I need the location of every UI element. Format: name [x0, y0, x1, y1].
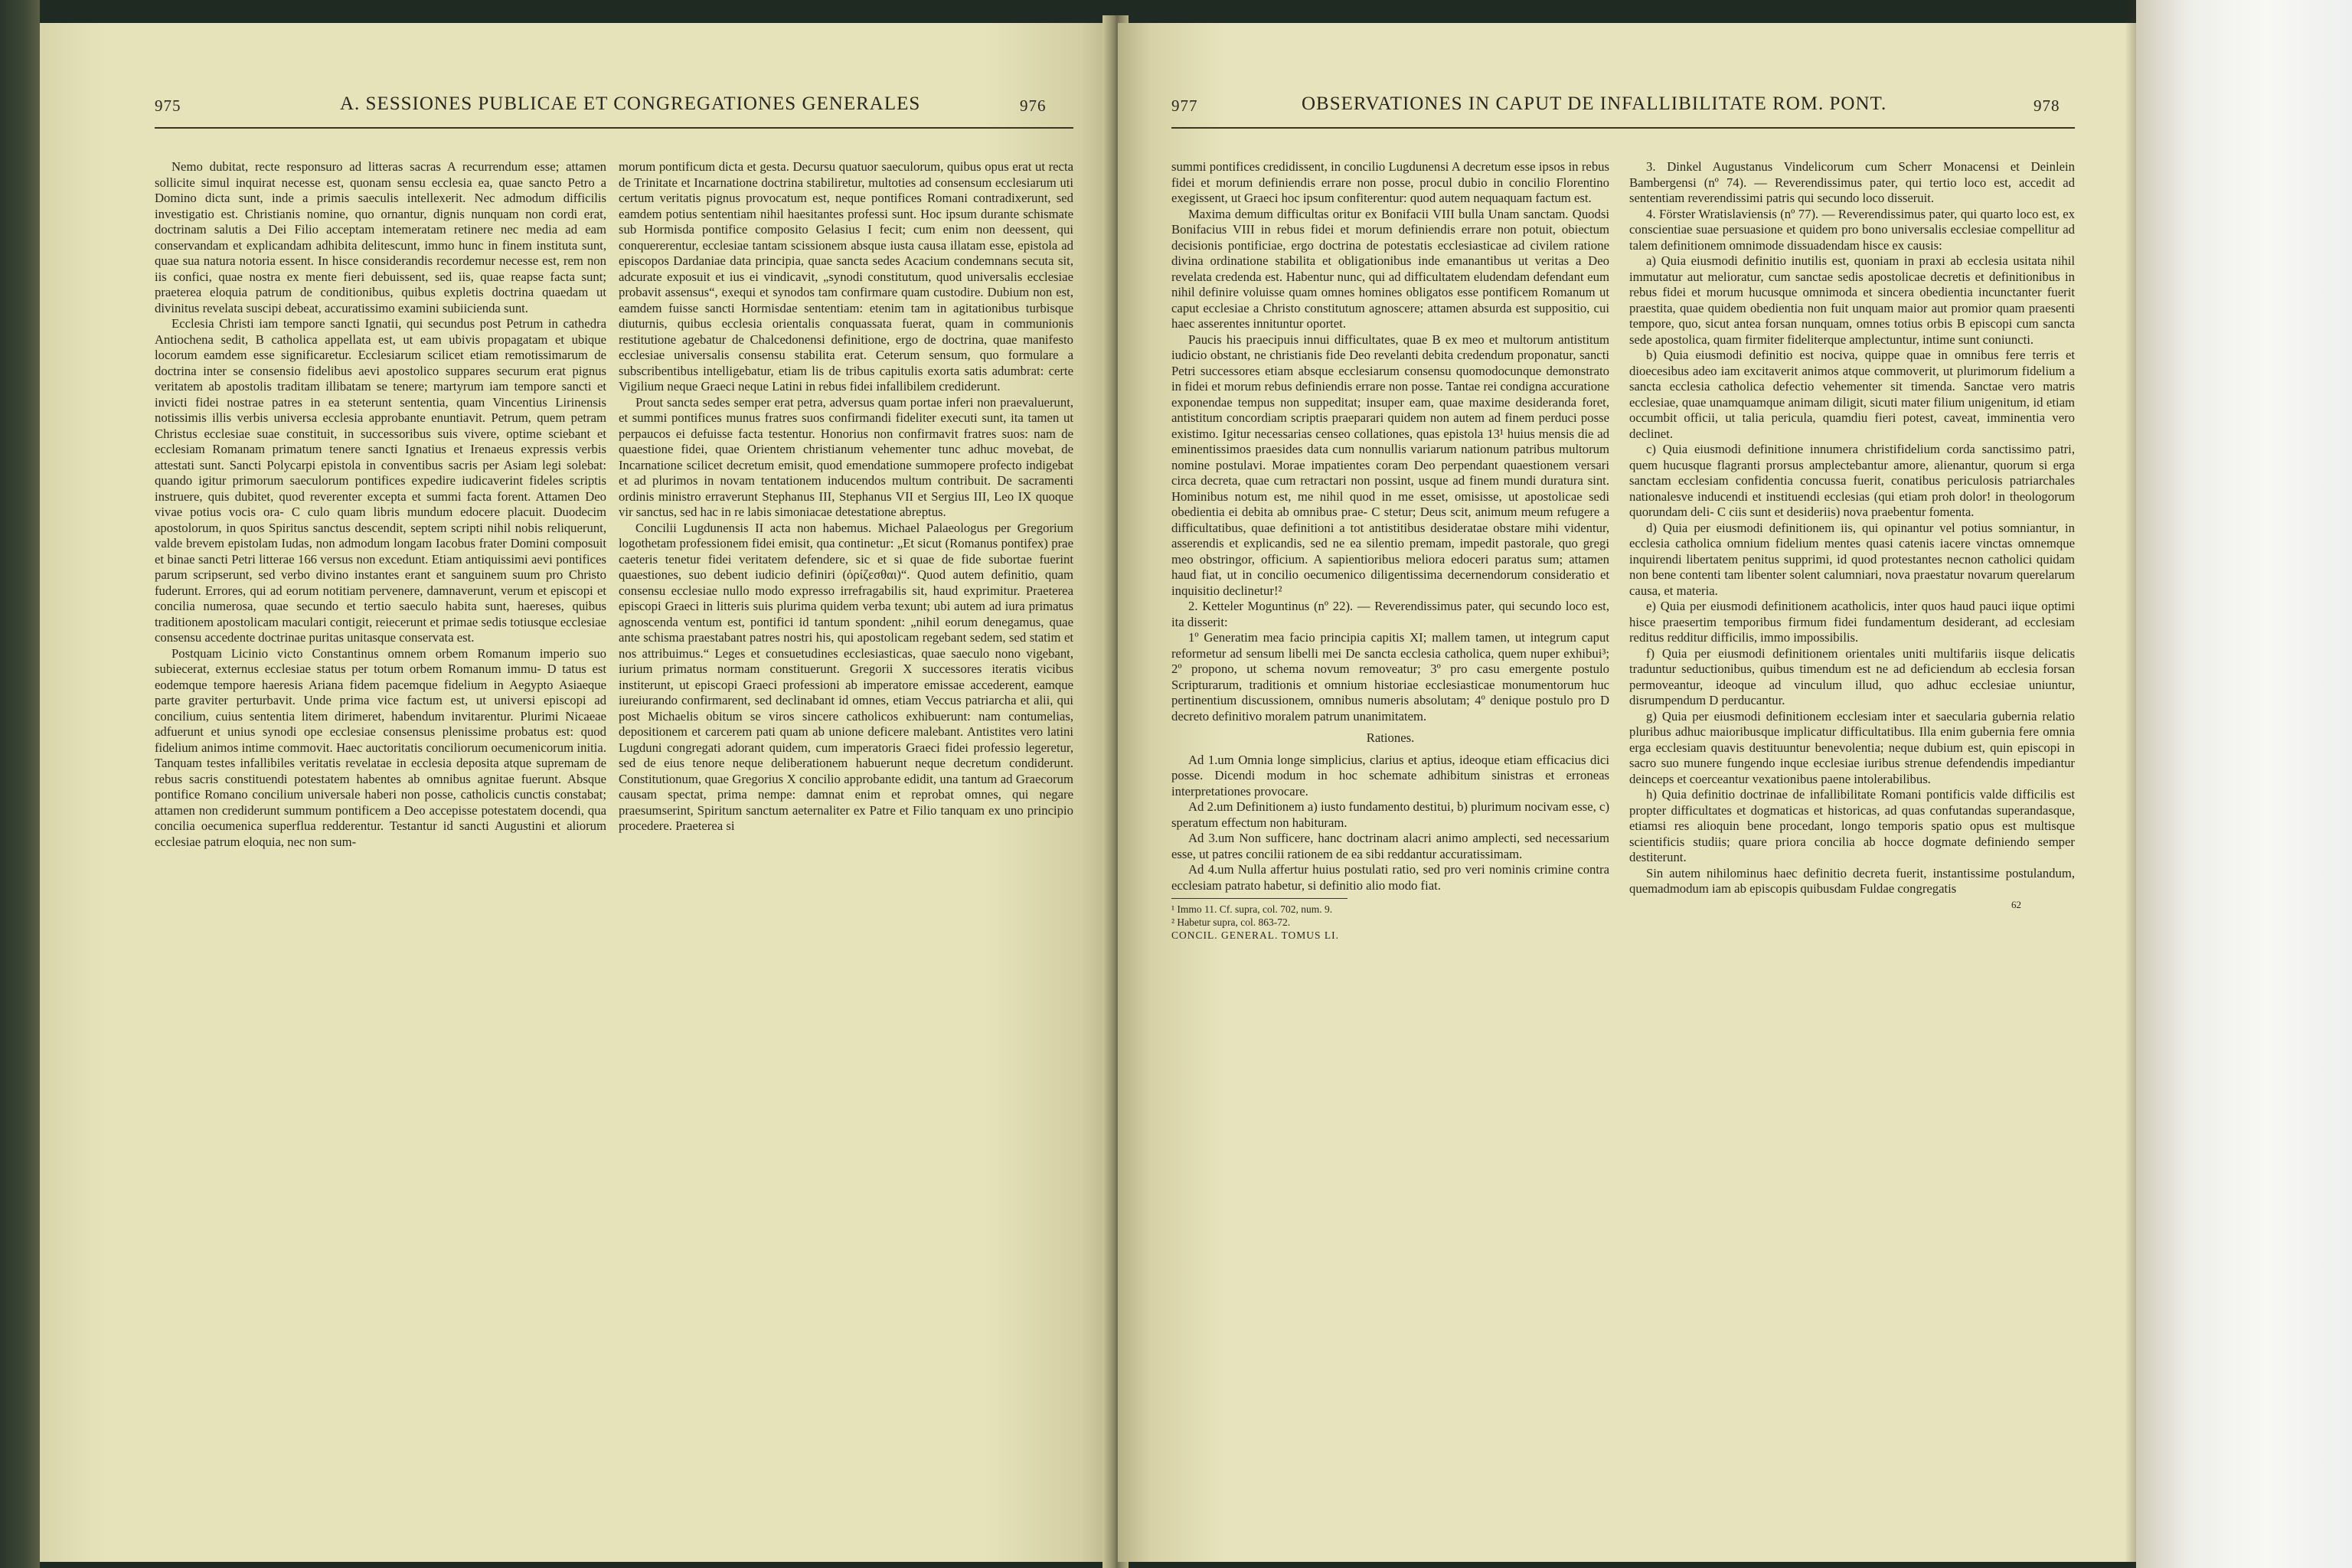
right-page-header — [1118, 93, 2196, 124]
footnote: ¹ Immo 11. Cf. supra, col. 702, num. 9. — [1171, 903, 1333, 915]
paragraph: a) Quia eiusmodi definitio inutilis est, quoniam in praxi ab ecclesia usitata nihil immutatur aut melioratur, cum sanctae sedis apostolicae decretis et definitionibus in rebus fidei et morum hucusque omnimoda et sincera obedientia incunctanter fuerit praestita, quae quidem obedientia non fuit unquam maior aut promior quam praesenti tempore, quo, sicut antea forsan nunquam, omnes totius orbis B episcopi cum sancta sede apostolica, quam firmiter fideliterque amplectuntur, intime sunt coniuncti. — [1629, 253, 2075, 347]
rationes-heading: Rationes. — [1366, 730, 1415, 745]
sheet-number: 62 — [2011, 898, 2021, 910]
column-975 — [155, 159, 606, 850]
paragraph: Ad 2.um Definitionem a) iusto fundamento destitui, b) plurimum nocivam esse, c) speratum effectum non habituram. — [1171, 799, 1609, 830]
footnote: ² Habetur supra, col. 863-72. — [1171, 916, 1291, 928]
paragraph: 4. Förster Wratislaviensis (nº 77). — Reverendissimus pater, qui quarto loco est, ex conscientiae suae persuasione et quidem pro bono universalis ecclesiae compellitur ad talem definitionem omnimode dissuadendam hisce ex causis: — [1629, 206, 2075, 253]
book-edge — [0, 0, 40, 1568]
header-rule — [1171, 127, 2075, 129]
signature-mark: CONCIL. GENERAL. TOMUS LI. — [1171, 929, 1340, 941]
paper-slip — [2136, 0, 2352, 1568]
paragraph: h) Quia definitio doctrinae de infallibilitate Romani pontificis valde difficilis est propter difficultates et dogmaticas et historicas, ad quas confutandas superandasque, etiamsi res alioquin bene procedant, longo temporis spatio opus est multisque scientificis studiis; quare priora concilia ab hocce dogmate definiendo semper destiterunt. — [1629, 787, 2075, 864]
paragraph: Ad 1.um Omnia longe simplicius, clarius et aptius, ideoque etiam efficacius dici posse. Dicendi modum in hoc schemate adhibitum sinistras et erroneas interpretationes provocare. — [1171, 752, 1609, 799]
paragraph: Sin autem nihilominus haec definitio decreta fuerit, instantissime postulandum, quemadmodum iam ab episcopis quibusdam Fuldae congregatis — [1629, 865, 2075, 896]
paragraph: c) Quia eiusmodi definitione innumera christifidelium corda sanctissimo patri, quem hucusque flagranti prorsus amplectebantur amore, alienantur, quorum si erga sanctam ecclesiam confidentia concussa fuerit, conatibus periculosis patriarchales nationalesve inducendi et instituendi ecclesias (qui etiam proh dolor! in theologorum quorundam deli- C ciis sunt et desideriis) nova praebentur fomenta. — [1629, 442, 2075, 519]
paragraph: d) Quia per eiusmodi definitionem iis, qui opinantur vel potius somniantur, in ecclesia catholica omnium fidelium mentes quasi catenis iacere vinctas omnemque inquirendi libertatem penitus supprimi, id quod protestantes necnon catholici quidam non bene contenti tam libenter solent calumniari, nova praestatur novarum querelarum causa, et materia. — [1629, 520, 2075, 598]
paragraph: Maxima demum difficultas oritur ex Bonifacii VIII bulla Unam sanctam. Quodsi Bonifacius VIII in rebus fidei et morum definiendis errare non potuit, obiectum decisionis pontificiae, ergo doctrina de potestatis ecclesiasticae ad civilem ratione divina ordinatione stabilita et obligationibus inde emanantibus ut veritas a Deo revelata credenda est. Habentur nunc, qui ad difficultatem eludendam defendant eum nihil definire voluisse quam omnes homines obligatos esse pontificem Romanum ut caput ecclesiae a Christo constitutum agnoscere; attamen absurda est suppositio, cui haec asserentes innituntur oportet. — [1171, 206, 1609, 331]
paragraph: b) Quia eiusmodi definitio est nociva, quippe quae in omnibus fere terris et dioecesibus adeo iam excitaverit animos atque commoverit, ut plurimorum fidelium a sancta ecclesia catholica defectio vehementer sit timenda. Sanctae vero matris ecclesiae, quae unamquamque animam diligit, sicuti mater filium unigenitum, id etiam occumbit officii, ut talia pericula, quamdiu fieri potest, caveat, imminentia vero declinet. — [1629, 348, 2075, 441]
paragraph: g) Quia per eiusmodi definitionem ecclesiam inter et saecularia gubernia relatio pluribus adhuc maioribusque implicatur difficultatibus. Illa enim gubernia fere omnia erga ecclesiam quavis destituuntur benevolentia; neque dubium est, quin episcopi in sacro suo munere fungendo inque ecclesiae iuribus strenue defendendis impediantur deinceps et coerceantur vexationibus paene intolerabilibus. — [1629, 708, 2075, 786]
paragraph: Nemo dubitat, recte responsuro ad litteras sacras A recurrendum esse; attamen sollicite simul inquirat necesse est, quonam sensu ecclesia ea, quae sancto Petro a Domino dicta sunt, inde a primis saeculis intellexerit. Nec admodum difficilis investigatio est. Christianis nomine, quo ornantur, dignis nunquam non cordi erat, doctrinam salutis a Dei Filio acceptam intemeratam retinere nec media ad eam conservandam et explicandam adhibita delitescunt, immo hunc in finem instituta sunt, quae sua natura notoria essent. In hisce considerandis recordemur necesse est, rem non iis confici, quae nostra ex mente fieri debuissent, sed iis, quae reapse facta sunt; praeterea eloquia patrum de conditionibus, quibus expletis doctrina quaedam ut divinitus revelata suscipi debeat, accuratissimo examini subiicienda sunt. — [155, 159, 606, 315]
right-column-number: 977 — [1171, 96, 1198, 115]
right-running-title: OBSERVATIONES IN CAPUT DE INFALLIBILITATE ROM. PONT. — [1302, 93, 1887, 114]
paragraph: f) Quia per eiusmodi definitionem orientales uniti multifariis iisque delicatis traduntur seductionibus, quibus timendum est ne ad deficiendum ab ecclesia forsan permoveantur, ideoque ad vinculum illud, quo adhuc ecclesiae uniuntur, disrumpendum D perducantur. — [1629, 645, 2075, 707]
left-running-title: A. SESSIONES PUBLICAE ET CONGREGATIONES GENERALES — [340, 93, 921, 114]
footnotes — [1171, 898, 1609, 942]
column-978 — [1629, 159, 2075, 913]
header-rule — [155, 127, 1073, 129]
column-977 — [1171, 159, 1609, 942]
right-page — [1118, 23, 2196, 1562]
paragraph: Concilii Lugdunensis II acta non habemus. Michael Palaeologus per Gregorium logothetam professionem fidei emisit, qua continetur: „Et sicut (Romanus pontifex) prae caeteris tenetur fidei veritatem defendere, sic et si quae de fide subortae fuerint quaestiones, suo debent iudicio definiri (ὁρίζεσθαι)“. Quod autem definitio, quam consensu ecclesiae nullo modo expresso irrefragabilis sit, haud exprimitur. Praeterea episcopi Graeci in litteris suis plurima quidem verba texunt; ubi autem ad iura primatus agnoscenda ventum est, pontifici id tantum spondent: „nihil eorum denegamus, quae ante schisma praestabant patres nostri his, qui apostolicam regebant sedem, sed statim et nos attribuimus.“ Leges et consuetudines ecclesiasticas, quae saeculo nono vigebant, iurium primatus normam constituerunt. Gregorii X successores iteratis vicibus institerunt, ut episcopi Graeci professioni ab imperatore emissae accederent, eamque iureiurando confirmarent, sed declinabant id omnes, etiam Veccus patriarcha et alii, qui post Michaelis obitum se viros sincere catholicos exhibuerunt: nam contumelias, depositionem et carcerem pati quam ab unione deficere malebant. Antistites vero latini Lugduni congregati adorant quidem, cum imperatoris Graeci fidei professio legeretur, sed de eius tenore neque deliberationem habuerunt neque decretum condiderunt. Constitutionum, quae Gregorius X concilio approbante edidit, una tantum ad Graecorum causam spectat, prima nempe: damnat enim et reprobat omnes, qui negare praesumserint, Spiritum sanctum aeternaliter ex Patre et Filio tanquam ex uno principio procedere. Praeterea si — [619, 520, 1073, 833]
paragraph: Prout sancta sedes semper erat petra, adversus quam portae inferi non praevaluerunt, et summi pontifices munus fratres suos confirmandi fideliter executi sunt, ita tamen ut perpaucos ei defuisse facta testentur. Honorius non confirmavit fratres suos: nam de quaestione fidei, quae Orientem christianum vehementer tunc adhuc movebat, de Incarnatione scilicet decretum emisit, quod emendatione summopere profecto indigebat et ad plurimos in novam tentationem inducendos multum contribuit. De sacramenti ordinis ministro erraverunt Stephanus III, Stephanus VII et Sergius III, Leo IX quoque vir sanctus, sed hac in re labis simoniacae detestatione abreptus. — [619, 394, 1073, 519]
paragraph: Paucis his praecipuis innui difficultates, quae B ex meo et multorum antistitum iudicio obstant, ne christianis fide Deo revelanti debita credendum proponatur, sancti Petri successores etiam absque ecclesiarum consensu quomodocunque demonstrato in fidei et morum rebus definiendis errare non posse. Tantae rei condigna accuratione exponendae tempus non suppeditat; insuper eam, quae maxime desideranda foret, antistitum concordiam scriptis praeparari quidem non autem ad finem perduci posse existimo. Igitur necessarias censeo collationes, quas epistola 13¹ huius mensis die ad eminentissimos praesides data cum nonnullis variarum nationum patribus multorum nomine postulavi. Morae impatientes coram Deo perpendant quaestionem versari circa decreta, quae cum retractari non possint, usque ad finem mundi duratura sint. Hominibus notum est, me nihil quod in me esset, omisisse, ut apostolicae sedi obedientia ei debita ab omnibus prae- C stetur; Deus scit, animum meum refugere a difficultatibus, quae definitioni a tot antistitibus desideratae obstare mihi videntur, asserendis et explicandis, sed ne ea silentio premam, impedit pastorale, quo gregi meo obstringor, officium. A sapientioribus meliora edoceri paratus sum; attamen haud fiat, ut in concilio oecumenico diligentissima decernendorum consideratio et inquisitio declinetur!² — [1171, 332, 1609, 598]
paragraph: 2. Ketteler Moguntinus (nº 22). — Reverendissimus pater, qui secundo loco est, ita disserit: — [1171, 599, 1609, 629]
footnote-rule — [1171, 898, 1348, 899]
column-976 — [619, 159, 1073, 835]
paragraph: Postquam Licinio victo Constantinus omnem orbem Romanum imperio suo subiecerat, externus ecclesiae status per totum orbem Romanum immu- D tatus est eodemque tempore haeresis Ariana fidem pacemque fidelium in Aegypto Asiaeque parte graviter perturbavit. Unde prima vice factum est, ut universi episcopi ad concilium, cuius sententia litem dirimeret, habendum invitarentur. Plurimi Nicaeae adfuerunt et unius synodi ope ecclesiae consensus plenissime probatus est: quod fidelium animos intime commovit. Haec auctoritatis conciliorum oecumenicorum initia. Tanquam testes infallibiles veritatis revelatae in ecclesia deposita atque supremam de rebus sacris constituendi potestatem habentes ab omnibus agnitae fuerunt. Absque pontifice Romano concilium universale haberi non posse, catholicis cunctis constabat; attamen non crediderunt summum pontificem a Deo accepisse potestatem docendi, qua concilia oecumenica superflua redderentur. Testantur id sancti Augustini et aliorum ecclesiae patrum eloquia, nec non sum- — [155, 645, 606, 849]
left-page-header — [40, 93, 1113, 124]
right-column-number-2: 978 — [2034, 96, 2060, 115]
paragraph: e) Quia per eiusmodi definitionem acatholicis, inter quos haud pauci iique optimi hisce praesertim temporibus firmum fidei fundamentum desiderant, ad ecclesiam reditus redditur difficilis, immo impossibilis. — [1629, 599, 2075, 645]
paragraph: Ad 4.um Nulla affertur huius postulati ratio, sed pro veri nominis crimine contra ecclesiam patrato habetur, si definitio alio modo fiat. — [1171, 862, 1609, 893]
paragraph: Ad 3.um Non sufficere, hanc doctrinam alacri animo amplecti, sed necessarium esse, ut patres concilii rationem de ea sibi reddantur accuratissimam. — [1171, 831, 1609, 861]
paragraph: morum pontificum dicta et gesta. Decursu quatuor saeculorum, quibus opus erat ut recta de Trinitate et Incarnatione doctrina stabiliretur, multoties ad consensum ecclesiarum uti certum veritatis pignus provocatum est, neque pontifices Romani contradixerunt, sed eamdem potius sententiam nihil haesitantes professi sunt. Hoc ipsum durante schismate sub Hormisda pontifice composito Gelasius I fecit; cum enim non deessent, qui conquererentur, ecclesiae tantam scissionem absque iusta causa illatam esse, epistola ad episcopos Dardaniae data principia, quae sancta sedes Acacium condemnans secuta sit, adcurate exposuit et ius ei vindicavit, „synodi constitutum, quod universalis ecclesiae probavit assensus“, exequi et synodos tam confirmare quam custodire. Dubium non est, eamdem fuisse sancti Hormisdae sententiam: etenim tam in agitationibus turbisque diuturnis, quibus ecclesia orientalis conquassata fuerat, quam in communionis restitutione agebatur de Chalcedonensi definitione, ergo de doctrina, quae manifesto ecclesiae universalis consensu stabilita erat. Ceterum sensum, quo formulare a subscribentibus intelligebatur, etiam lis de tribus capitulis exorta satis adumbrat: certe Vigilium neque Graeci neque Latini in rebus fidei infallibilem crediderunt. — [619, 159, 1073, 394]
paragraph: summi pontifices credidissent, in concilio Lugdunensi A decretum esse ipsos in rebus fidei et morum definiendis errare non posse, procul dubio in concilio Florentino exegissent, ut Graeci hoc ipsum confiterentur: quod autem nequaquam factum est. — [1171, 159, 1609, 205]
left-column-number-2: 976 — [1020, 96, 1047, 115]
paragraph: Ecclesia Christi iam tempore sancti Ignatii, qui secundus post Petrum in cathedra Antiochena sedit, B catholica appellata est, ut eam ubivis propagatam et ubique locorum eamdem esse significaretur. Ecclesiarum scilicet etiam remotissimarum de doctrina inter se consensio fidelibus aevi apostolico suppares securum erat pignus veritatem ab apostolis traditam illibatam se tenere; martyrum iam tempore sancti et invicti fidei nostrae patres in ea steterunt sententia, quam Vincentius Lirinensis notissimis illis verbis universa ecclesia approbante enuntiavit. Petrum, quem petram Christus ecclesiae suae constituit, in successoribus suis vivere, optime sciebant et ecclesiam Romanam primatum tenere sancti Ignatius et Irenaeus expressis verbis attestati sunt. Sancti Polycarpi epistola in conventibus sacris per Asiam legi solebat: quando igitur primorum saeculorum pontifices expedire iudicaverint fideles scriptis instruere, quis dubitet, quod reverenter excepta et summi facta forent. Attamen Deo vivae potius vocis ora- C culo quam libris mundum edocere placuit. Duodecim apostolorum, in quos Spiritus sanctus descendit, septem scripti nihil nobis reliquerunt, valde brevem epistolam Iudas, non admodum longam Iacobus frater Domini composuit et binae sancti Petri litterae 166 versus non excedunt. Etiam antiquissimi aevi pontifices parum scripserunt, sed verbo divino instantes erant et sanguinem suum pro Christo fuderunt. Errores, qui ad eorum notitiam pervenere, damnaverunt, verum et episcopi et concilia numerosa, quae secundo et tertio saeculo habita sunt, haereses, quibus traditionem apostolicam maculari contigit, reiecerunt et primae sedis totiusque ecclesiae consensu accedente doctrinae puritas unitasque conservata est. — [155, 316, 606, 645]
paragraph: 1º Generatim mea facio principia capitis XI; mallem tamen, ut integrum caput reformetur ad sensum libelli mei De sancta ecclesia catholica, quem nuper exhibui³; 2º propono, ut schema novum removeatur; 3º pro casu emergente postulo Scripturarum, traditionis et omnium historiae ecclesiasticae monumentorum huc pertinentium discussionem, omnibus numeris absolutam; 4º denique postulo pro D decreto definitivo moralem patrum unanimitatem. — [1171, 630, 1609, 724]
left-page — [40, 23, 1113, 1562]
paragraph: 3. Dinkel Augustanus Vindelicorum cum Scherr Monacensi et Deinlein Bambergensi (nº 74). — Reverendissimus pater, qui tertio loco est, accedit ad sententiam reverendissimi patris qui secundo loco disseruit. — [1629, 159, 2075, 205]
left-column-number: 975 — [155, 96, 181, 115]
